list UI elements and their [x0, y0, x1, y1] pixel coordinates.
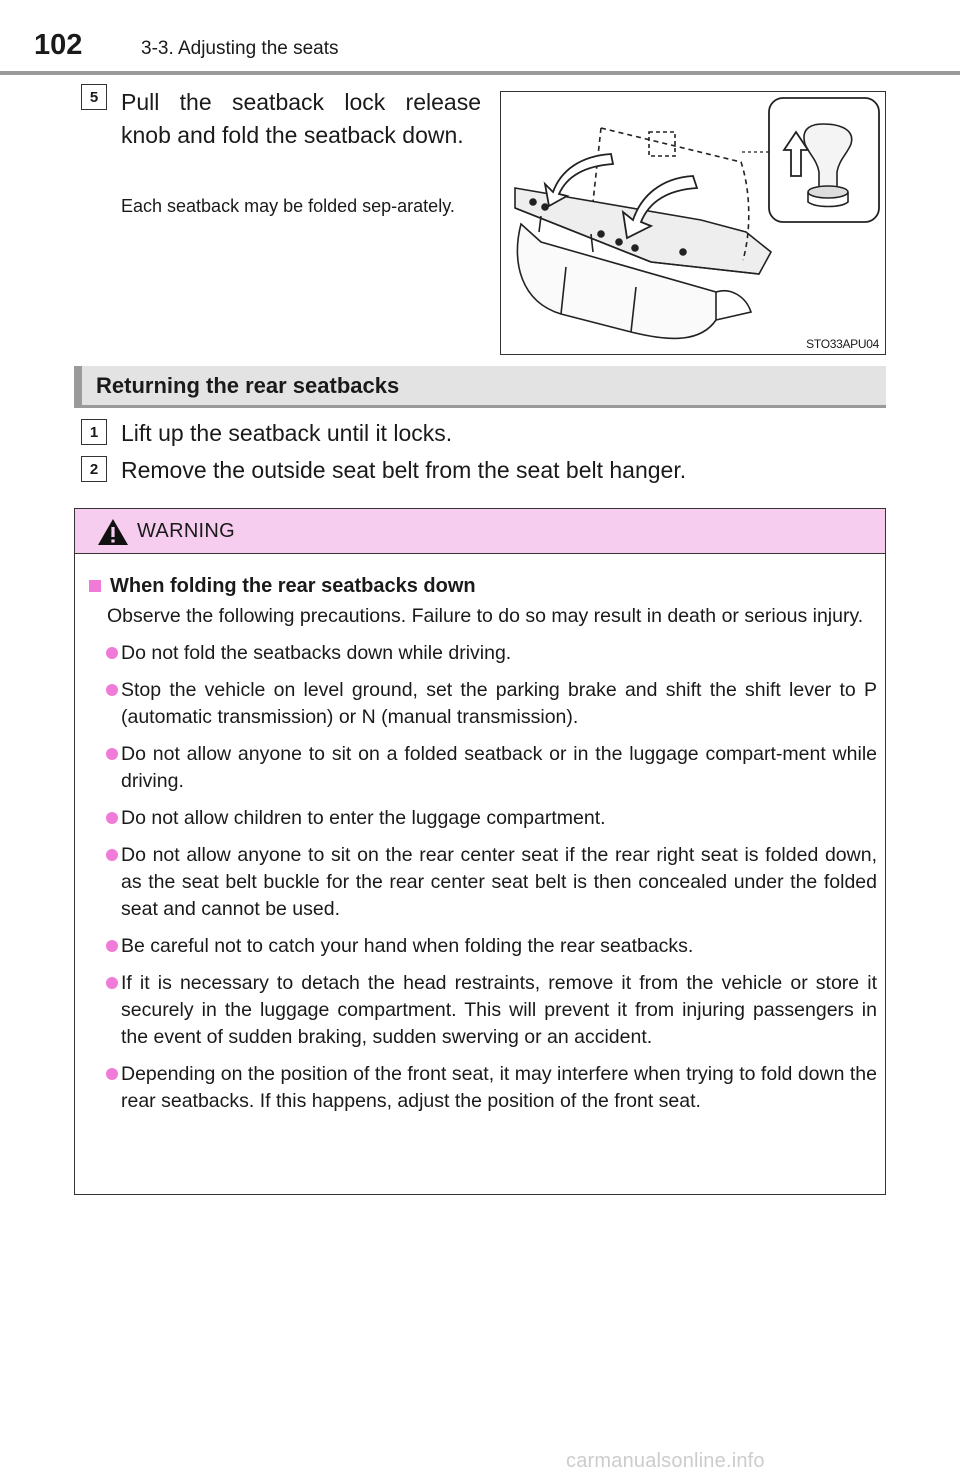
- step-2-text: Remove the outside seat belt from the seat belt hanger.: [121, 457, 687, 483]
- warning-subheading-text: When folding the rear seatbacks down: [110, 575, 476, 597]
- square-bullet-icon: [89, 580, 101, 592]
- bullet-dot-icon: [106, 849, 118, 861]
- list-item: [89, 640, 877, 667]
- bullet-dot-icon: [106, 684, 118, 696]
- step-number-5: 5: [81, 84, 107, 110]
- step-number-2: 2: [81, 456, 107, 482]
- page-header: [0, 0, 960, 78]
- warning-intro: Observe the following precautions. Failure to do so may result in death or serious injury.: [107, 605, 864, 627]
- list-item: [89, 933, 877, 960]
- bullet-dot-icon: [106, 748, 118, 760]
- list-item: [89, 1061, 877, 1115]
- heading-rule: [74, 405, 886, 408]
- bullet-dot-icon: [106, 977, 118, 989]
- step-1-text: Lift up the seatback until it locks.: [121, 420, 453, 446]
- bullet-text: Do not allow anyone to sit on the rear center seat if the rear right seat is folded down, as the seat belt buckle for the rear center seat belt is then concealed under the folded seat and cannot be used.: [121, 844, 877, 920]
- list-item: [89, 805, 877, 832]
- bullet-text: Do not fold the seatbacks down while driving.: [121, 642, 512, 664]
- bullet-text: Do not allow anyone to sit on a folded seatback or in the luggage compart-ment while driving.: [121, 743, 877, 792]
- list-item: [89, 970, 877, 1051]
- list-item: [89, 842, 877, 923]
- list-item: [89, 677, 877, 731]
- bullet-dot-icon: [106, 812, 118, 824]
- warning-subheading: [89, 573, 877, 599]
- section-title: 3-3. Adjusting the seats: [141, 38, 339, 59]
- bullet-text: Do not allow children to enter the luggage compartment.: [121, 807, 606, 829]
- header-rule: [0, 71, 960, 75]
- warning-header: [75, 509, 885, 554]
- warning-box: [74, 508, 886, 1195]
- step-5-note: Each seatback may be folded sep-arately.: [121, 196, 455, 216]
- footer-watermark: carmanualsonline.info: [566, 1450, 765, 1472]
- page-number: 102: [34, 29, 83, 61]
- bullet-dot-icon: [106, 1068, 118, 1080]
- bullet-text: If it is necessary to detach the head restraints, remove it from the vehicle or store it securely in the luggage compartment. This will prevent it from injuring passengers in the event of sudden braking, sudden swerving or an accident.: [121, 972, 877, 1048]
- list-item: [89, 741, 877, 795]
- step-number-1: 1: [81, 419, 107, 445]
- warning-body: [89, 573, 877, 1115]
- returning-heading-bar: [74, 366, 886, 405]
- bullet-text: Depending on the position of the front seat, it may interfere when trying to fold down the rear seatbacks. If this happens, adjust the position of the front seat.: [121, 1063, 877, 1112]
- bullet-dot-icon: [106, 647, 118, 659]
- bullet-text: Stop the vehicle on level ground, set the parking brake and shift the shift lever to P (automatic transmission) or N (manual transmission).: [121, 679, 877, 728]
- warning-triangle-icon: [97, 517, 129, 547]
- bullet-dot-icon: [106, 940, 118, 952]
- illustration-code: STO33APU04: [806, 337, 879, 351]
- seatback-fold-illustration: [500, 91, 886, 355]
- warning-title: WARNING: [137, 520, 236, 542]
- seatback-fold-drawing: [501, 92, 884, 353]
- warning-bullet-list: [89, 640, 877, 1115]
- bullet-text: Be careful not to catch your hand when folding the rear seatbacks.: [121, 935, 694, 957]
- returning-heading: Returning the rear seatbacks: [96, 373, 400, 398]
- step-5-text: Pull the seatback lock release knob and fold the seatback down.: [121, 89, 481, 148]
